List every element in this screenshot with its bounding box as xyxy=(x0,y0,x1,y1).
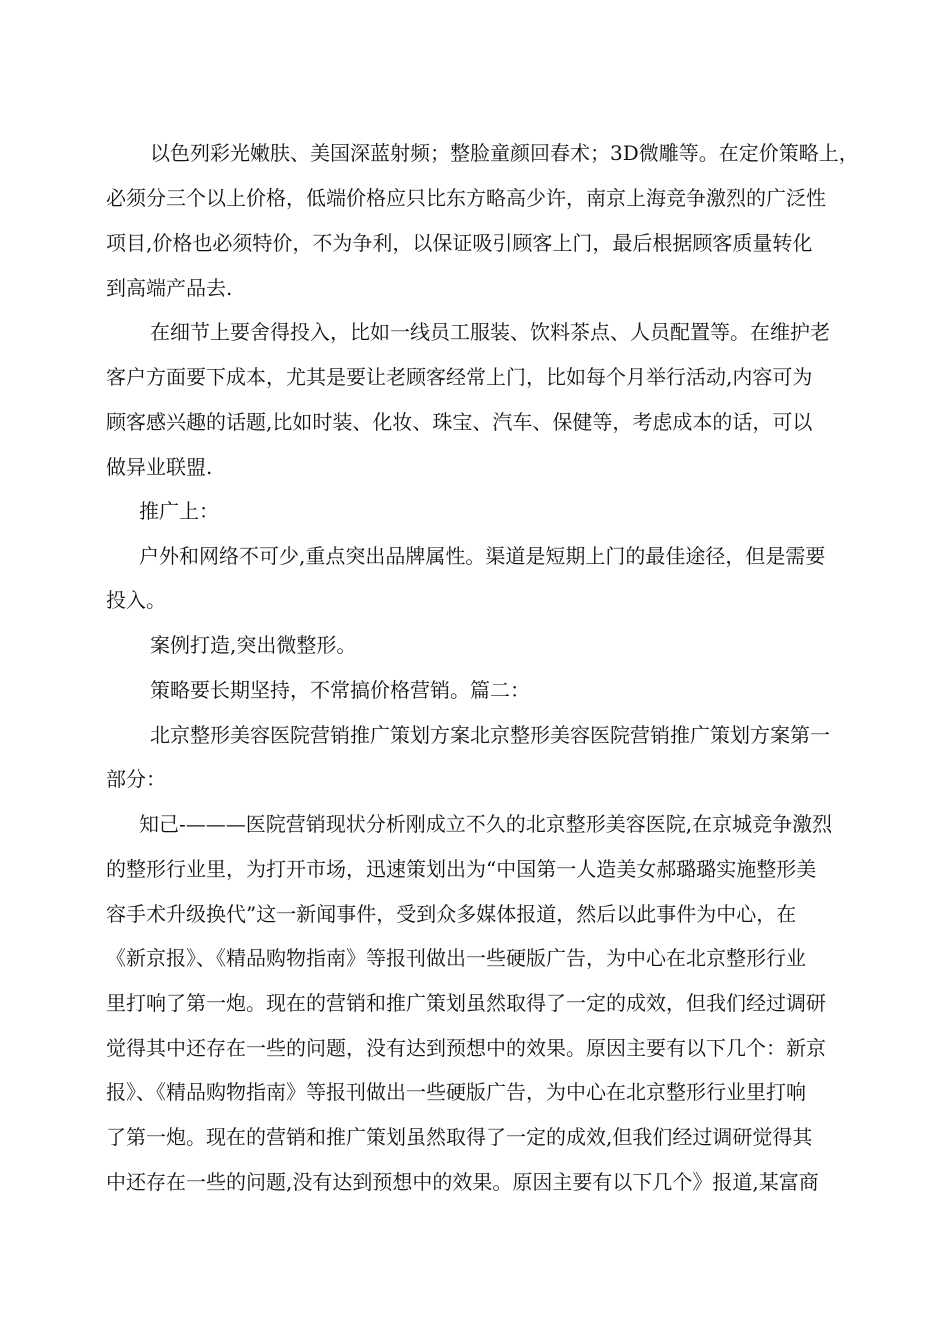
text-line: 以色列彩光嫩肤、美国深蓝射频；整脸童颜回春术；3D微雕等。在定价策略上， xyxy=(150,141,859,165)
text-line: 必须分三个以上价格，低端价格应只比东方略高少许，南京上海竞争激烈的广泛性 xyxy=(106,186,826,210)
text-line: 到高端产品去. xyxy=(106,276,233,300)
text-line: 的整形行业里，为打开市场，迅速策划出为“中国第一人造美女郝璐璐实施整形美 xyxy=(106,857,817,881)
text-line: 客户方面要下成本，尤其是要让老顾客经常上门，比如每个月举行活动,内容可为 xyxy=(106,365,813,389)
text-line: 顾客感兴趣的话题,比如时装、化妆、珠宝、汽车、保健等，考虑成本的话，可以 xyxy=(106,410,813,434)
text-line: 《新京报》、《精品购物指南》等报刊做出一些硬版广告，为中心在北京整形行业 xyxy=(106,946,806,970)
text-line: 报》、《精品购物指南》等报刊做出一些硬版广告，为中心在北京整形行业里打响 xyxy=(106,1080,806,1104)
text-line: 户外和网络不可少,重点突出品牌属性。渠道是短期上门的最佳途径，但是需要 xyxy=(139,544,826,568)
text-line: 北京整形美容医院营销推广策划方案北京整形美容医院营销推广策划方案第一 xyxy=(150,723,830,747)
text-line: 部分： xyxy=(106,767,166,791)
text-line: 策略要长期坚持，不常搞价格营销。篇二： xyxy=(150,678,530,702)
text-line: 推广上： xyxy=(139,499,219,523)
text-line: 案例打造,突出微整形。 xyxy=(150,633,357,657)
text-line: 觉得其中还存在一些的问题，没有达到预想中的效果。原因主要有以下几个：新京 xyxy=(106,1036,826,1060)
text-line: 投入。 xyxy=(106,588,166,612)
text-line: 里打响了第一炮。现在的营销和推广策划虽然取得了一定的成效，但我们经过调研 xyxy=(106,991,826,1015)
text-line: 容手术升级换代”这一新闻事件，受到众多媒体报道，然后以此事件为中心，在 xyxy=(106,902,797,926)
text-line: 做异业联盟. xyxy=(106,455,213,479)
text-line: 了第一炮。现在的营销和推广策划虽然取得了一定的成效,但我们经过调研觉得其 xyxy=(106,1125,813,1149)
text-line: 项目,价格也必须特价，不为争利，以保证吸引顾客上门，最后根据顾客质量转化 xyxy=(106,231,813,255)
text-line: 在细节上要舍得投入，比如一线员工服装、饮料茶点、人员配置等。在维护老 xyxy=(150,320,830,344)
text-line: 知己-———医院营销现状分析刚成立不久的北京整形美容医院,在京城竞争激烈 xyxy=(139,812,833,836)
text-line: 中还存在一些的问题,没有达到预想中的效果。原因主要有以下几个》报道,某富商 xyxy=(106,1170,819,1194)
